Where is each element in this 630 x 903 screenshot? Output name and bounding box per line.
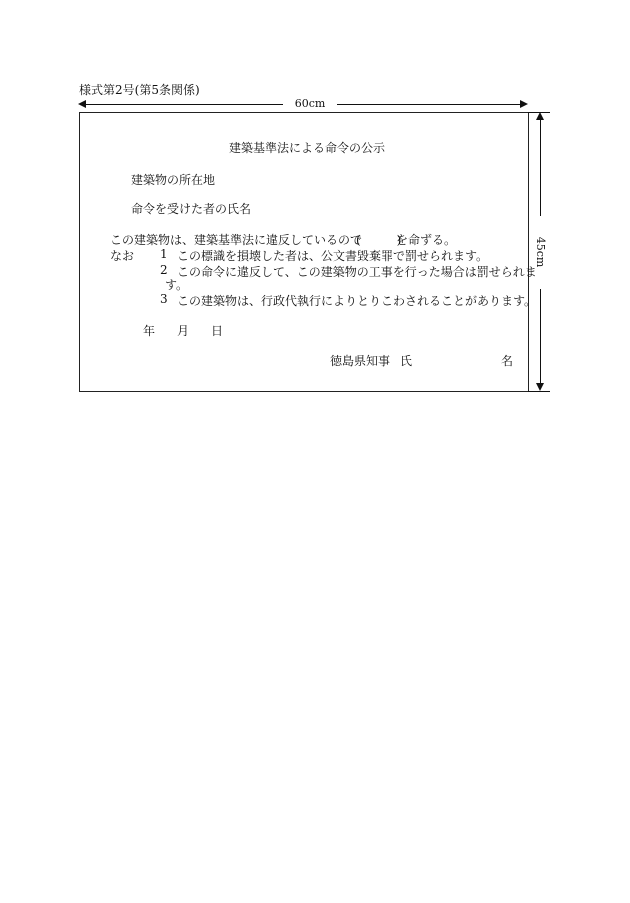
height-dimension-line-bottom (540, 289, 541, 383)
note-number-3: 3 (160, 292, 168, 306)
height-dimension-label: 45cm (534, 236, 547, 268)
order-blank: ( ) (356, 233, 402, 247)
location-label: 建築物の所在地 (131, 173, 216, 187)
order-text: この建築物は、建築基準法に違反しているので (110, 233, 363, 247)
note-number-1: 1 (160, 247, 168, 261)
governor-title: 徳島県知事 (330, 354, 391, 368)
note-text-1: この標識を損壊した者は、公文書毀棄罪で罰せられます。 (177, 249, 489, 263)
order-text-end: を命ずる。 (396, 233, 457, 247)
governor-given-name-label: 名 (501, 354, 514, 368)
dimension-arrow-up (536, 112, 544, 120)
dimension-arrow-right (520, 100, 528, 108)
note-text-2-continued: す。 (165, 278, 189, 292)
width-dimension-line-right (337, 104, 525, 105)
dimension-arrow-down (536, 383, 544, 391)
note-text-2: この命令に違反して、この建築物の工事を行った場合は罰せられま (177, 265, 537, 279)
note-number-2: 2 (160, 263, 168, 277)
note-text-3: この建築物は、行政代執行によりとりこわされることがあります。 (177, 294, 537, 308)
form-number-label: 様式第2号(第5条関係) (79, 83, 200, 97)
date-year: 年 (143, 324, 156, 338)
height-dimension-line-top (540, 120, 541, 216)
governor-surname-label: 氏 (400, 354, 413, 368)
person-name-label: 命令を受けた者の氏名 (131, 202, 252, 216)
sign-title: 建築基準法による命令の公示 (229, 141, 386, 155)
note-prefix: なお (110, 249, 135, 263)
date-day: 日 (211, 324, 224, 338)
extension-line-bottom (528, 391, 550, 392)
date-month: 月 (177, 324, 190, 338)
width-dimension-label: 60cm (294, 97, 326, 110)
width-dimension-line-left (82, 104, 283, 105)
